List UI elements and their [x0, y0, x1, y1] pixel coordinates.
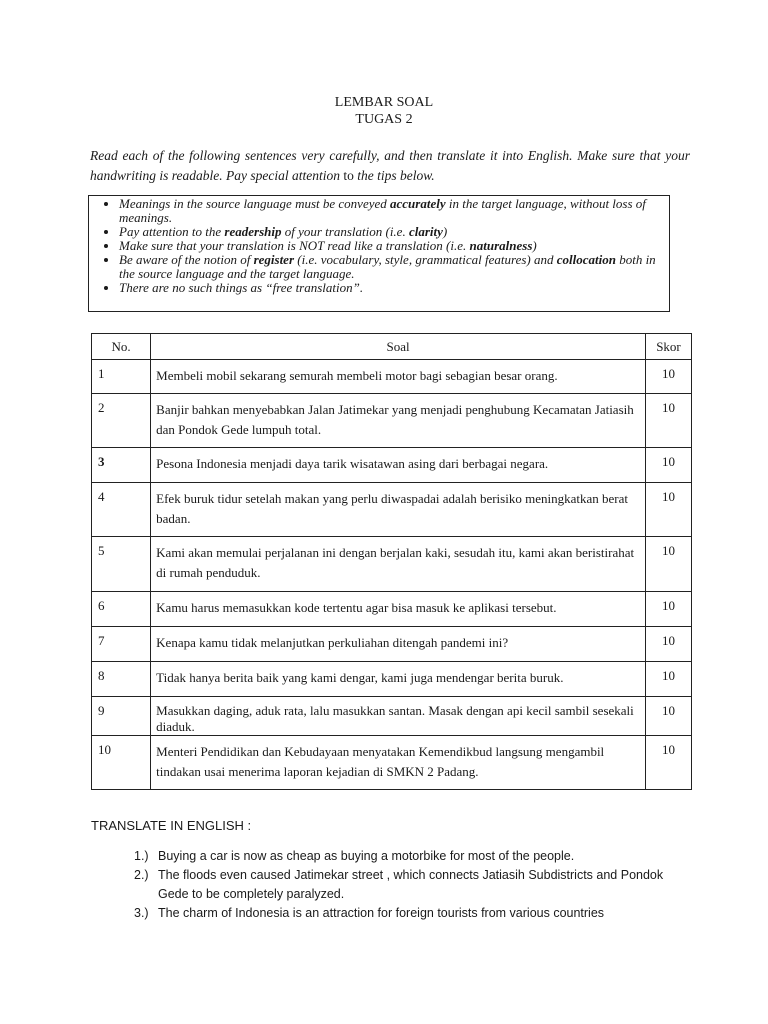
- list-item: [134, 904, 694, 923]
- row-number: 8: [92, 662, 151, 697]
- table-row: [92, 736, 692, 790]
- row-number: 4: [92, 483, 151, 537]
- row-question: Kenapa kamu tidak melanjutkan perkuliahan ditengah pandemi ini?: [151, 627, 646, 662]
- document-title: LEMBAR SOAL: [334, 95, 434, 110]
- row-score: 10: [645, 360, 691, 394]
- row-question: Menteri Pendidikan dan Kebudayaan menyatakan Kemendikbud langsung mengambil tindakan usai menerima laporan kejadian di SMKN 2 Padang.: [151, 736, 646, 790]
- row-number: 7: [92, 627, 151, 662]
- document-subtitle: TUGAS 2: [355, 112, 413, 127]
- tips-list: [93, 197, 663, 295]
- row-score: 10: [645, 483, 691, 537]
- row-score: 10: [645, 448, 691, 483]
- row-question: Masukkan daging, aduk rata, lalu masukkan santan. Masak dengan api kecil sambil sesekali diaduk.: [151, 697, 646, 736]
- row-question: Membeli mobil sekarang semurah membeli motor bagi sebagian besar orang.: [151, 360, 646, 394]
- table-row: [92, 448, 692, 483]
- row-score: 10: [645, 592, 691, 627]
- tip-item: • There are no such things as “free translation”.: [119, 281, 663, 295]
- tip-item: • Make sure that your translation is NOT read like a translation (i.e. naturalness): [119, 239, 663, 253]
- tip-item: • Pay attention to the readership of your translation (i.e. clarity): [119, 225, 663, 239]
- instructions-paragraph: Read each of the following sentences very carefully, and then translate it into English. Make sure that your handwriting is readable. Pay special attention to the tips below.: [90, 148, 690, 183]
- row-number: 9: [92, 697, 151, 736]
- table-row: [92, 592, 692, 627]
- row-question: Banjir bahkan menyebabkan Jalan Jatimekar yang menjadi penghubung Kecamatan Jatiasih dan Pondok Gede lumpuh total.: [151, 394, 646, 448]
- answer-text: The charm of Indonesia is an attraction for foreign tourists from various countries: [158, 906, 605, 920]
- row-question: Kami akan memulai perjalanan ini dengan berjalan kaki, sesudah itu, kami akan beristirahat di rumah penduduk.: [151, 537, 646, 592]
- header-soal: Soal: [151, 334, 646, 360]
- answer-text: The floods even caused Jatimekar street , which connects Jatiasih Subdistricts and Pondok Gede to be completely paralyzed.: [158, 868, 664, 901]
- header-skor: Skor: [645, 334, 691, 360]
- row-score: 10: [645, 537, 691, 592]
- row-question: Efek buruk tidur setelah makan yang perlu diwaspadai adalah berisiko meningkatkan berat badan.: [151, 483, 646, 537]
- table-row: [92, 483, 692, 537]
- table-header-row: [92, 334, 692, 360]
- answer-number: 2.): [134, 868, 149, 882]
- table-row: [92, 394, 692, 448]
- row-number: 5: [92, 537, 151, 592]
- row-score: 10: [645, 697, 691, 736]
- row-number: 1: [92, 360, 151, 394]
- answer-text: Buying a car is now as cheap as buying a motorbike for most of the people.: [158, 849, 575, 863]
- header-no: No.: [92, 334, 151, 360]
- row-score: 10: [645, 394, 691, 448]
- row-score: 10: [645, 627, 691, 662]
- list-item: [134, 847, 694, 866]
- row-score: 10: [645, 662, 691, 697]
- table-row: [92, 697, 692, 736]
- table-row: [92, 662, 692, 697]
- tip-item: • Be aware of the notion of register (i.e. vocabulary, style, grammatical features) and collocation both in the source language and the target language.: [119, 253, 663, 281]
- row-question: Tidak hanya berita baik yang kami dengar, kami juga mendengar berita buruk.: [151, 662, 646, 697]
- row-question: Kamu harus memasukkan kode tertentu agar bisa masuk ke aplikasi tersebut.: [151, 592, 646, 627]
- table-row: [92, 360, 692, 394]
- row-score: 10: [645, 736, 691, 790]
- row-number: 10: [92, 736, 151, 790]
- row-question: Pesona Indonesia menjadi daya tarik wisatawan asing dari berbagai negara.: [151, 448, 646, 483]
- answers-list: [134, 847, 694, 923]
- row-number: 3: [92, 448, 151, 483]
- answer-number: 1.): [134, 849, 149, 863]
- table-row: [92, 627, 692, 662]
- translate-heading: TRANSLATE IN ENGLISH :: [91, 818, 252, 833]
- tip-item: • Meanings in the source language must be conveyed accurately in the target language, without loss of meanings.: [119, 197, 663, 225]
- table-row: [92, 537, 692, 592]
- questions-table: [91, 333, 692, 790]
- list-item: [134, 866, 694, 904]
- row-number: 2: [92, 394, 151, 448]
- row-number: 6: [92, 592, 151, 627]
- tips-box: [88, 195, 670, 312]
- answer-number: 3.): [134, 906, 149, 920]
